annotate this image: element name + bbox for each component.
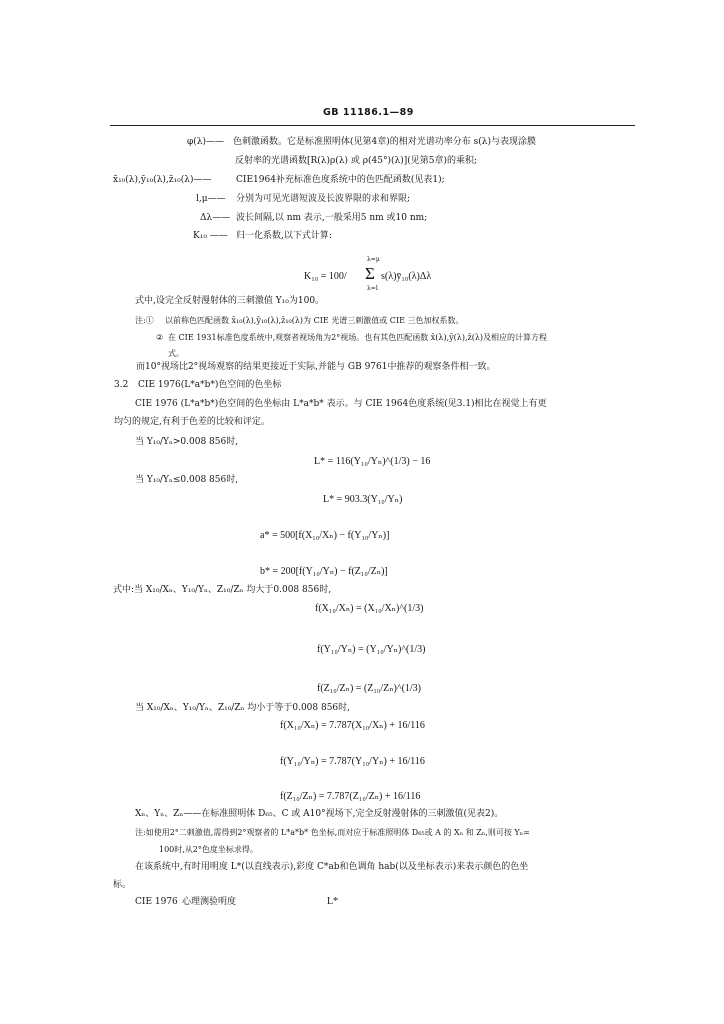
- paragraph-xn-yn-zn: Xₙ、Yₙ、Zₙ——在标准照明体 D₆₅、C 或 A10°视场下,完全反射漫射体的三刺激值(见表2)。: [135, 809, 504, 819]
- def-cmf-text: CIE1964补充标准色度系统中的色匹配函数(见表1);: [236, 175, 445, 185]
- def-phi-text-2: 反射率的光谱函数[R(λ)ρ(λ) 或 ρ(45°)(λ)](见第5章)的乘积;: [235, 156, 478, 166]
- header-rule: [110, 125, 635, 126]
- last-line-lstar: L*: [327, 896, 339, 907]
- formula-fx-cube: f(X₁₀/Xₙ) = (X₁₀/Xₙ)^(1/3): [315, 603, 424, 614]
- last-line-cie1976: CIE 1976: [135, 897, 178, 907]
- formula-fz-cube: f(Z₁₀/Zₙ) = (Z₁₀/Zₙ)^(1/3): [317, 683, 422, 694]
- def-k-symbol: K₁₀ ——: [193, 231, 228, 241]
- paragraph-where-y10: 式中,设完全反射漫射体的三刺激值 Y₁₀为100。: [135, 296, 325, 306]
- section-title: CIE 1976(L*a*b*)色空间的色坐标: [138, 380, 282, 390]
- k-formula-lower-limit: λ=l: [367, 285, 378, 292]
- def-lmu-text: 分别为可见光谱短波及长波界限的求和界限;: [236, 194, 411, 204]
- section-number: 3.2: [114, 380, 129, 390]
- k-formula-rhs: s(λ)ȳ₁₀(λ)Δλ: [381, 271, 432, 282]
- def-lmu-symbol: l,μ——: [196, 194, 226, 204]
- paragraph-10deg: 而10°视场比2°视场观察的结果更接近于实际,并能与 GB 9761中推荐的观察条件相一致。: [136, 362, 496, 372]
- note-1-label: 注:①: [135, 316, 154, 325]
- def-cmf-symbol: x̄₁₀(λ),ȳ₁₀(λ),z̄₁₀(λ)——: [113, 175, 212, 185]
- formula-lstar-linear: L* = 903.3(Y₁₀/Yₙ): [323, 494, 403, 505]
- formula-fx-linear: f(X₁₀/Xₙ) = 7.787(X₁₀/Xₙ) + 16/116: [280, 720, 425, 731]
- def-dlambda-symbol: Δλ——: [200, 213, 231, 223]
- formula-astar: a* = 500[f(X₁₀/Xₙ) − f(Y₁₀/Yₙ)]: [260, 530, 390, 541]
- note-1-text: 以前称色匹配函数 x̄₁₀(λ),ȳ₁₀(λ),z̄₁₀(λ)为 CIE 光谱三刺激值或 CIE 三色加权系数。: [165, 316, 464, 325]
- note-3-text-2: 100时,从2°色度坐标求得。: [159, 845, 258, 854]
- standard-code-header: GB 11186.1—89: [323, 107, 414, 118]
- note-2-text-1: 在 CIE 1931标准色度系统中,观察者视场角为2°视场。也有其色匹配函数 x̄(λ),ȳ(λ),z̄(λ)及相应的计算方程: [168, 333, 548, 342]
- k-formula-sigma: Σ: [365, 264, 375, 283]
- formula-bstar: b* = 200[f(Y₁₀/Yₙ) − f(Z₁₀/Zₙ)]: [260, 566, 388, 577]
- note-2-label: ②: [156, 333, 164, 342]
- k-formula-upper-limit: λ=μ: [367, 256, 380, 263]
- paragraph-system-1: 在该系统中,有时用明度 L*(以直线表示),彩度 C*ab和色调角 hab(以及坐标表示)来表示颜色的色坐: [135, 862, 529, 872]
- condition-gt: 当 Y₁₀/Yₙ>0.008 856时,: [135, 437, 239, 447]
- formula-fy-linear: f(Y₁₀/Yₙ) = 7.787(Y₁₀/Yₙ) + 16/116: [280, 756, 425, 767]
- condition-le: 当 Y₁₀/Yₙ≤0.008 856时,: [135, 475, 239, 485]
- formula-lstar-cube: L* = 116(Y₁₀/Yₙ)^(1/3) − 16: [314, 456, 431, 467]
- paragraph-cie1976-1: CIE 1976 (L*a*b*)色空间的色坐标由 L*a*b* 表示。与 CIE 1964色度系统(见3.1)相比在视觉上有更: [135, 399, 547, 409]
- condition-all-le: 当 X₁₀/Xₙ、Y₁₀/Yₙ、Z₁₀/Zₙ 均小于等于0.008 856时,: [135, 703, 351, 713]
- def-phi-symbol: φ(λ)——: [187, 137, 225, 147]
- def-phi-text-1: 色刺激函数。它是标准照明体(见第4章)的相对光谱功率分布 s(λ)与表现涂膜: [233, 137, 536, 147]
- paragraph-cie1976-2: 均匀的规定,有利于色差的比较和评定。: [114, 417, 270, 427]
- formula-fz-linear: f(Z₁₀/Zₙ) = 7.787(Z₁₀/Zₙ) + 16/116: [280, 791, 421, 802]
- formula-fy-cube: f(Y₁₀/Yₙ) = (Y₁₀/Yₙ)^(1/3): [317, 644, 426, 655]
- condition-all-gt: 式中:当 X₁₀/Xₙ、Y₁₀/Yₙ、Z₁₀/Zₙ 均大于0.008 856时,: [113, 585, 332, 595]
- note-2-text-2: 式。: [168, 349, 184, 358]
- last-line-lightness: 心理测验明度: [182, 897, 237, 907]
- k-formula-lhs: K₁₀ = 100/: [304, 271, 347, 282]
- def-dlambda-text: 波长间隔,以 nm 表示,一般采用5 nm 或10 nm;: [236, 213, 428, 223]
- paragraph-system-2: 标。: [113, 880, 132, 890]
- note-3-text-1: 注:如使用2°二刺激值,需得到2°观察者的 L*a*b* 色坐标,而对应于标准照明体 D₆₅或 A 的 Xₙ 和 Zₙ,则可按 Yₙ=: [135, 828, 530, 837]
- def-k-text: 归一化系数,以下式计算:: [236, 231, 332, 241]
